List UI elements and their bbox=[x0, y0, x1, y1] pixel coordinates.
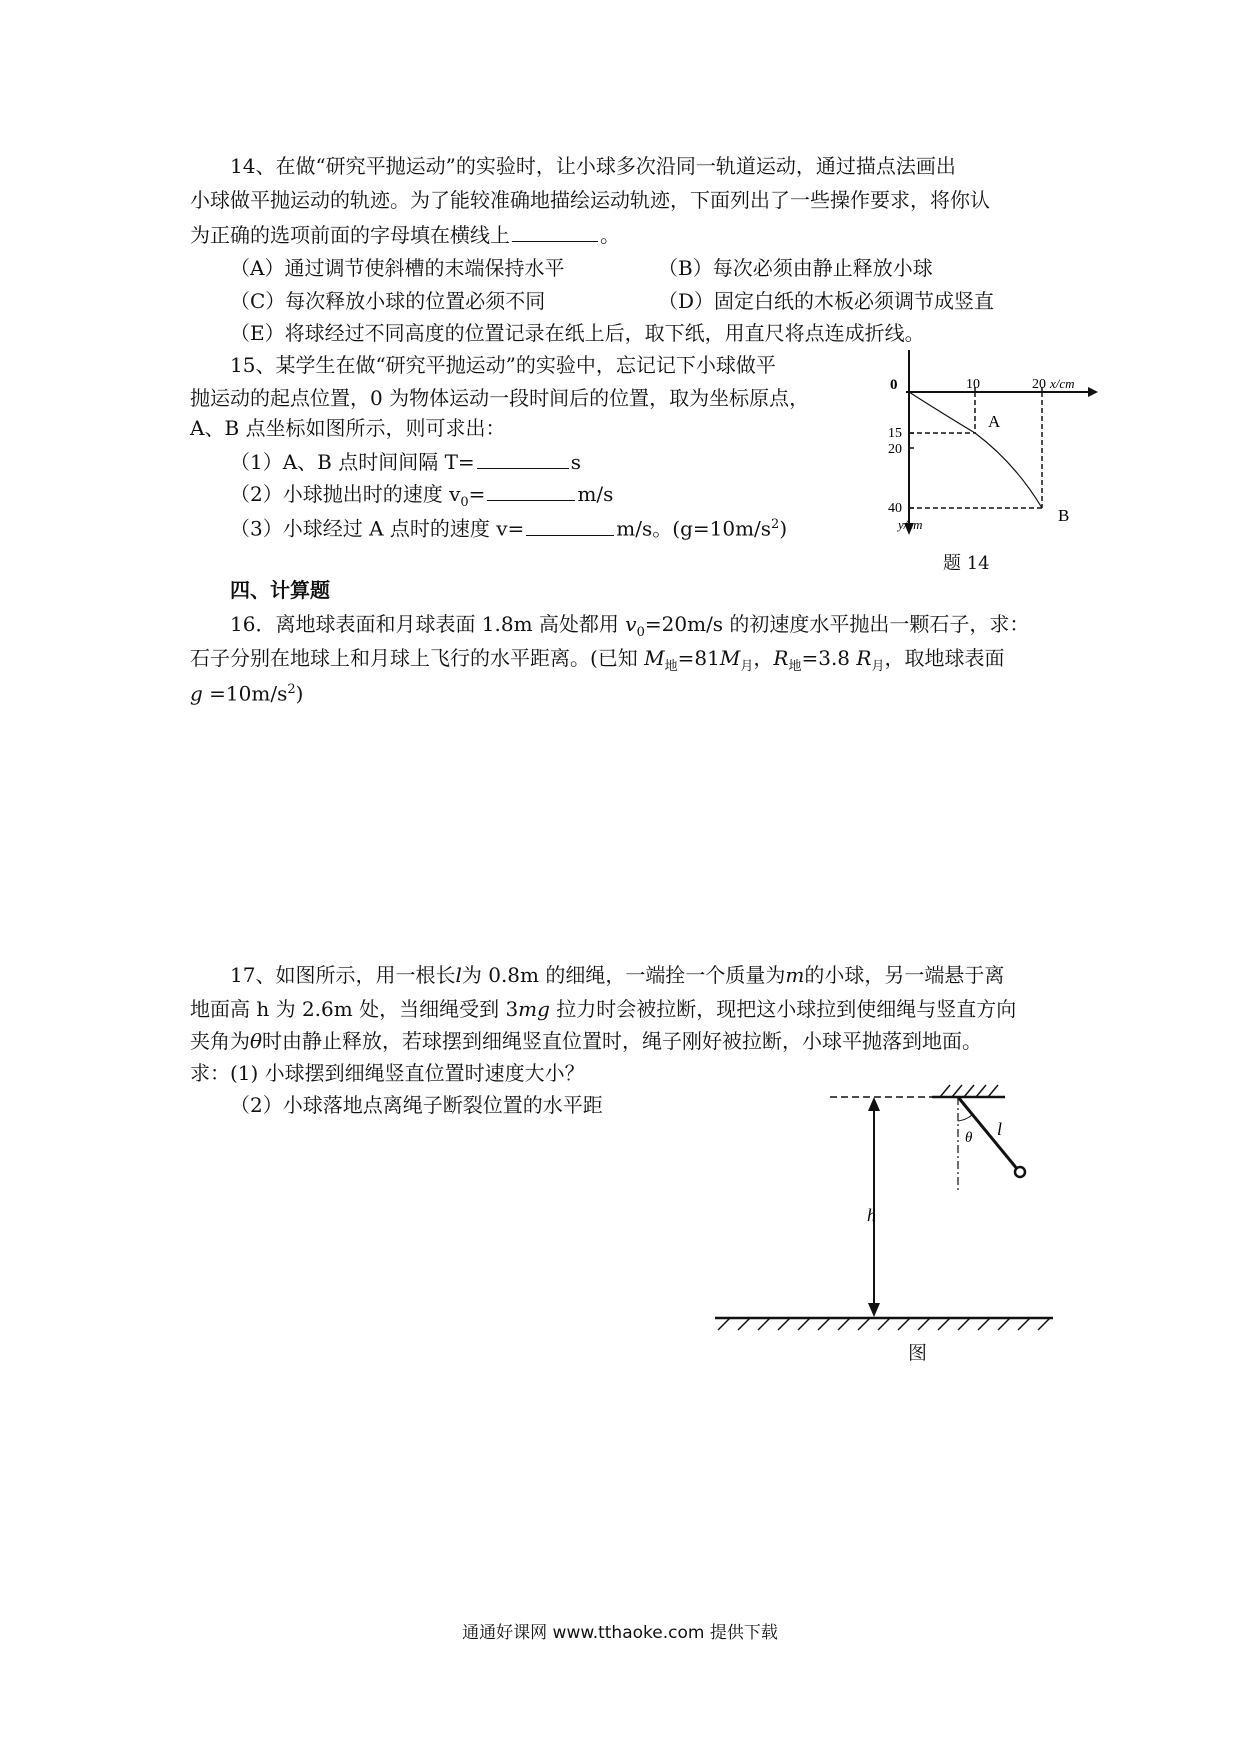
ground-hatching bbox=[718, 1318, 1050, 1330]
q16-l2-sub1: 地 bbox=[664, 659, 678, 674]
pendulum-ball bbox=[1015, 1167, 1025, 1177]
q14-option-d: （D）固定白纸的木板必须调节成竖直 bbox=[658, 289, 995, 313]
q17-l3-a: 夹角为 bbox=[190, 1029, 250, 1053]
theta-label: θ bbox=[965, 1130, 973, 1146]
q17-l2-b: 拉力时会被拉断，现把这小球拉到使细绳与竖直方向 bbox=[549, 997, 1017, 1021]
q17-l2-mg: mg bbox=[518, 997, 550, 1021]
string-length-label: l bbox=[997, 1119, 1003, 1139]
q17-l1-m: m bbox=[785, 963, 805, 987]
q16-l3-b: ) bbox=[295, 681, 304, 706]
q16-l1-sub: 0 bbox=[636, 625, 645, 640]
q15-line2: 抛运动的起点位置，0 为物体运动一段时间后的位置，取为坐标原点， bbox=[190, 386, 810, 410]
q14-line1: 14、在做“研究平抛运动”的实验时，让小球多次沿同一轨道运动，通过描点法画出 bbox=[230, 154, 956, 178]
height-arrow-bottom bbox=[868, 1303, 880, 1317]
x-axis-label: x/cm bbox=[1050, 376, 1075, 391]
q17-line1 bbox=[230, 960, 1004, 990]
q16-l2-a: 石子分别在地球上和月球上飞行的水平距离。(已知 bbox=[190, 646, 645, 670]
q15-line1: 15、某学生在做“研究平抛运动”的实验中，忘记记下小球做平 bbox=[230, 353, 776, 377]
q15-part3 bbox=[230, 510, 787, 544]
height-arrow-top bbox=[868, 1097, 880, 1111]
q17-line5: （2）小球落地点离绳子断裂位置的水平距 bbox=[230, 1093, 603, 1117]
figure-17-caption: 图 bbox=[908, 1342, 928, 1364]
q16-l2-d: =3.8 bbox=[801, 646, 857, 670]
q16-l3-a: =10m/s bbox=[202, 681, 288, 706]
q17-l3-b: 时由静止释放，若球摆到细绳竖直位置时，绳子刚好被拉断，小球平抛落到地面。 bbox=[262, 1029, 983, 1053]
theta-arc bbox=[958, 1115, 972, 1121]
q16-l2-e: ，取地球表面 bbox=[884, 646, 1005, 670]
q17-line3 bbox=[190, 1026, 982, 1056]
q16-l2-R1: R bbox=[773, 646, 789, 670]
q16-l1-a: 16．离地球表面和月球表面 1.8m 高处都用 bbox=[230, 612, 626, 636]
q15-part2-blank[interactable] bbox=[487, 478, 575, 501]
q14-option-e: （E）将球经过不同高度的位置记录在纸上后，取下纸，用直尺将点连成折线。 bbox=[230, 321, 925, 345]
q16-l2-sub2: 月 bbox=[740, 659, 754, 674]
q14-option-b: （B）每次必须由静止释放小球 bbox=[658, 256, 933, 280]
q15-line3: A、B 点坐标如图所示，则可求出： bbox=[190, 416, 506, 440]
section-4-heading: 四、计算题 bbox=[230, 578, 330, 602]
q14-line3-text: 为正确的选项前面的字母填在横线上 bbox=[190, 223, 510, 247]
q14-option-c: （C）每次释放小球的位置必须不同 bbox=[230, 289, 546, 313]
q16-l2-sub4: 月 bbox=[871, 659, 885, 674]
q15-part2-eq: = bbox=[468, 482, 486, 506]
y-tick-label-20: 20 bbox=[888, 442, 902, 457]
q16-l2-M1: M bbox=[644, 646, 665, 670]
figure-14-caption: 题 14 bbox=[943, 553, 990, 574]
q15-part3-end: ) bbox=[779, 516, 788, 541]
y-tick-label-15: 15 bbox=[888, 426, 902, 441]
figure-17-diagram bbox=[700, 1075, 1080, 1375]
q15-part1-blank[interactable] bbox=[477, 446, 569, 469]
q17-l1-a: 17、如图所示，用一根长 bbox=[230, 963, 456, 987]
q15-part2-sub: 0 bbox=[460, 495, 469, 510]
x-tick-label-10: 10 bbox=[966, 377, 980, 392]
ceiling-hatching bbox=[940, 1085, 998, 1097]
q16-l3-g: g bbox=[190, 681, 203, 706]
y-tick-label-40: 40 bbox=[888, 501, 902, 516]
y-axis-label: y/cm bbox=[898, 517, 923, 532]
origin-label: 0 bbox=[890, 377, 898, 393]
q16-l2-c: ， bbox=[753, 646, 774, 670]
q16-l2-R2: R bbox=[856, 646, 872, 670]
q15-part1-text: （1）A、B 点时间间隔 T= bbox=[230, 450, 475, 474]
q15-part1-unit: s bbox=[570, 450, 581, 474]
q17-l3-theta: θ bbox=[250, 1029, 263, 1053]
q14-answer-blank[interactable] bbox=[512, 219, 598, 242]
q14-line3-end: 。 bbox=[600, 223, 620, 247]
height-label: h bbox=[867, 1205, 876, 1225]
q16-l2-M2: M bbox=[719, 646, 741, 670]
q17-l1-b: 为 0.8m 的细绳，一端拴一个质量为 bbox=[461, 963, 786, 987]
q15-part2-text: （2）小球抛出时的速度 v bbox=[230, 482, 461, 506]
q16-line2 bbox=[190, 643, 1004, 682]
q16-l1-v: v bbox=[625, 612, 637, 636]
q15-part3-sup: 2 bbox=[771, 517, 780, 532]
q14-line2: 小球做平抛运动的轨迹。为了能较准确地描绘运动轨迹，下面列出了一些操作要求，将你认 bbox=[190, 188, 990, 212]
q16-l2-sub3: 地 bbox=[788, 659, 802, 674]
x-tick-label-20: 20 bbox=[1032, 377, 1046, 392]
q15-part3-unit: m/s。(g=10m/s bbox=[616, 516, 772, 541]
q15-part1 bbox=[230, 446, 581, 477]
q14-line3 bbox=[190, 219, 620, 250]
q15-part3-blank[interactable] bbox=[526, 513, 614, 536]
q17-l1-l: l bbox=[455, 963, 462, 987]
q14-option-a: （A）通过调节使斜槽的末端保持水平 bbox=[230, 256, 565, 280]
footer-text: 通通好课网 www.tthaoke.com 提供下载 bbox=[462, 1623, 778, 1643]
q17-line4: 求：(1) 小球摆到细绳竖直位置时速度大小？ bbox=[190, 1061, 585, 1085]
q16-line3 bbox=[190, 675, 303, 709]
q16-l3-sup: 2 bbox=[287, 682, 296, 697]
q17-l1-c: 的小球，另一端悬于离 bbox=[804, 963, 1005, 987]
q17-l2-a: 地面高 h 为 2.6m 处，当细绳受到 3 bbox=[190, 997, 519, 1021]
q16-l1-b: =20m/s 的初速度水平抛出一颗石子，求： bbox=[644, 612, 1030, 636]
q15-part3-text: （3）小球经过 A 点时的速度 v= bbox=[230, 516, 525, 541]
q15-part2-unit: m/s bbox=[577, 482, 614, 506]
q16-l2-b: =81 bbox=[677, 646, 720, 670]
q17-line2 bbox=[190, 994, 1016, 1024]
point-a-label: A bbox=[988, 412, 1001, 431]
point-b-label: B bbox=[1058, 506, 1070, 525]
x-axis-arrow bbox=[1088, 387, 1098, 397]
